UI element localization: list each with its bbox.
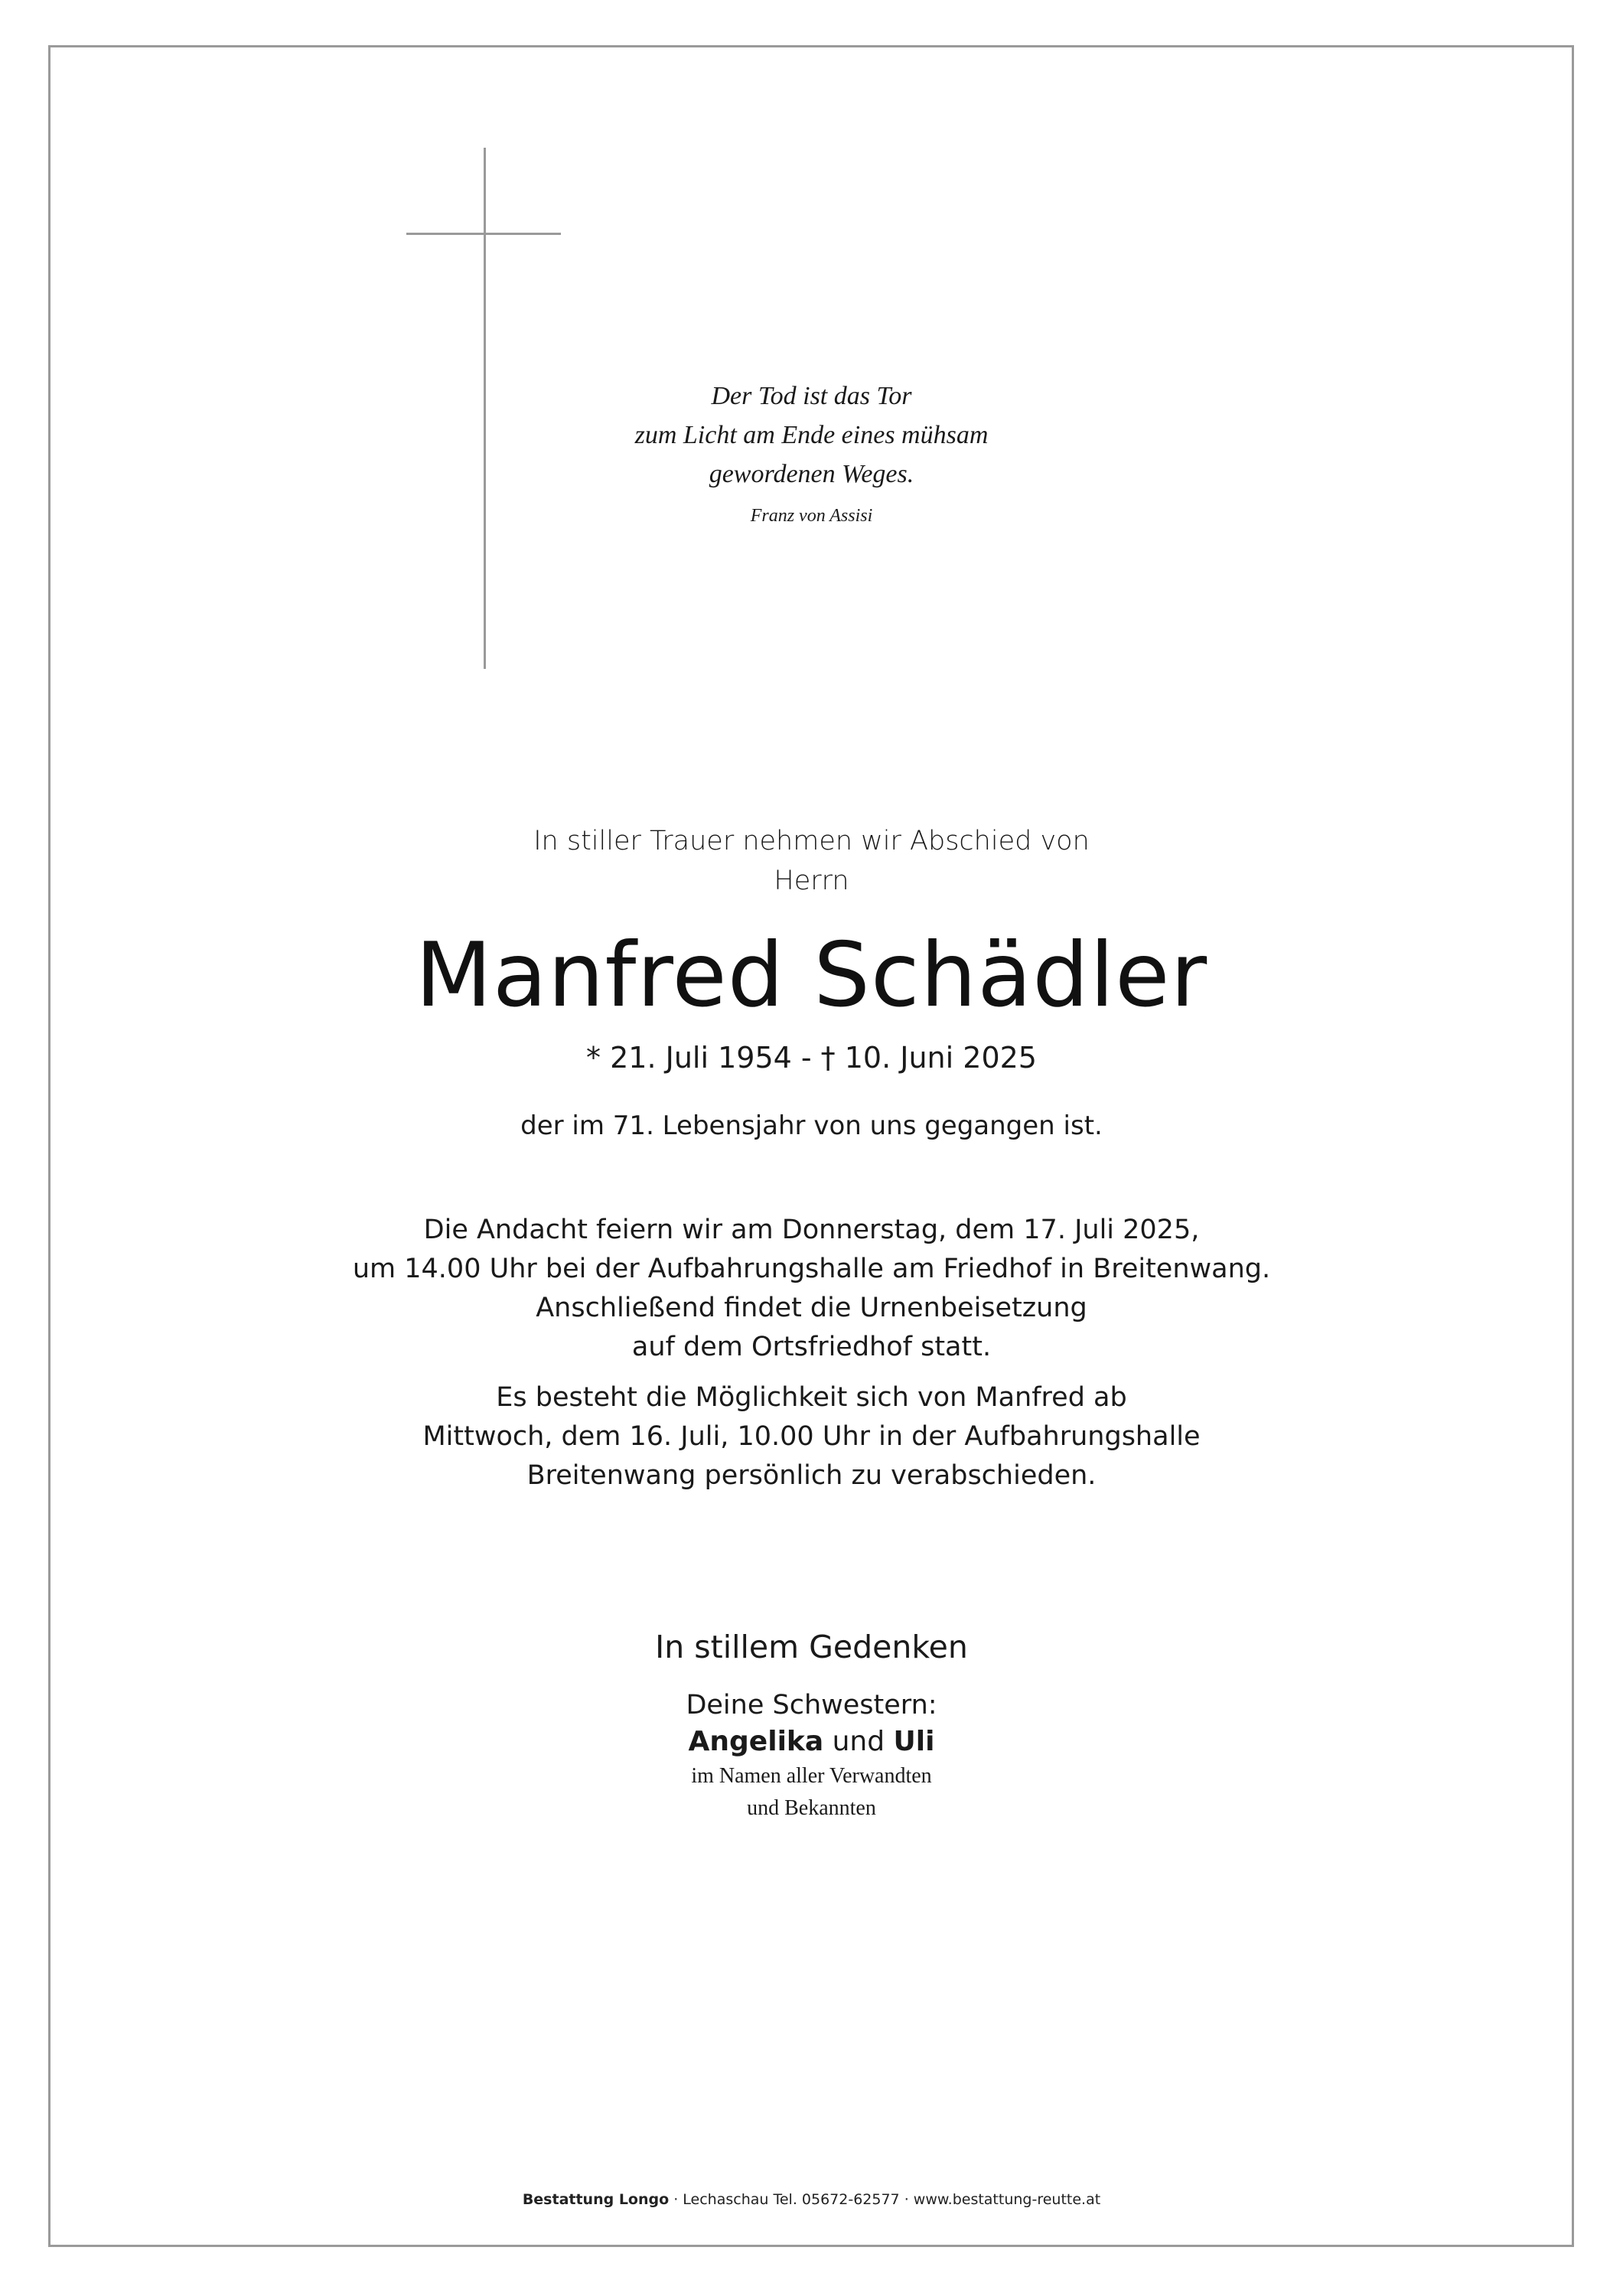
life-dates: * 21. Juli 1954 - † 10. Juni 2025: [586, 1041, 1037, 1075]
quote-line: zum Licht am Ende eines mühsam: [634, 421, 989, 449]
mourner-name: Uli: [893, 1726, 935, 1757]
cross-icon-horizontal: [406, 233, 561, 235]
quote-line: Der Tod ist das Tor: [711, 382, 912, 410]
footer-website-link[interactable]: www.bestattung-reutte.at: [913, 2191, 1101, 2208]
quote-author: Franz von Assisi: [750, 506, 873, 526]
family-names: [0, 1723, 1623, 1761]
farewell-line: Mittwoch, dem 16. Juli, 10.00 Uhr in der Aufbahrungshalle: [422, 1421, 1201, 1452]
ceremony-line: auf dem Ortsfriedhof statt.: [631, 1332, 992, 1362]
footer-brand: Bestattung Longo: [522, 2191, 670, 2208]
deceased-name: Manfred Schädler: [415, 924, 1208, 1027]
relatives-text: [0, 1760, 1623, 1825]
relatives-line: und Bekannten: [747, 1796, 876, 1820]
farewell-line: Es besteht die Möglichkeit sich von Manfred ab: [496, 1382, 1127, 1413]
quote: [0, 377, 1623, 494]
footer-separator: ·: [669, 2191, 683, 2208]
age-text: der im 71. Lebensjahr von uns gegangen ist.: [520, 1110, 1103, 1141]
quote-line: gewordenen Weges.: [709, 460, 914, 488]
ceremony-line: um 14.00 Uhr bei der Aufbahrungshalle am Friedhof in Breitenwang.: [352, 1254, 1271, 1284]
intro-line: In stiller Trauer nehmen wir Abschied von: [533, 826, 1090, 856]
ceremony-info: [0, 1211, 1623, 1367]
intro-text: [0, 821, 1623, 901]
ceremony-line: Anschließend findet die Urnenbeisetzung: [536, 1293, 1087, 1323]
page-border: [48, 45, 1574, 2247]
memory-heading: In stillem Gedenken: [655, 1629, 968, 1665]
relatives-line: im Namen aller Verwandten: [691, 1764, 932, 1788]
farewell-line: Breitenwang persönlich zu verabschieden.: [526, 1460, 1097, 1491]
family-label: Deine Schwestern:: [686, 1690, 937, 1720]
farewell-info: [0, 1378, 1623, 1495]
ceremony-line: Die Andacht feiern wir am Donnerstag, dem 17. Juli 2025,: [423, 1215, 1200, 1245]
footer-location: Lechaschau Tel. 05672-62577: [683, 2191, 900, 2208]
mourner-connector: und: [832, 1726, 885, 1757]
footer-separator: ·: [899, 2191, 914, 2208]
intro-line: Herrn: [774, 866, 849, 896]
mourner-name: Angelika: [688, 1726, 824, 1757]
footer: [0, 2190, 1623, 2209]
